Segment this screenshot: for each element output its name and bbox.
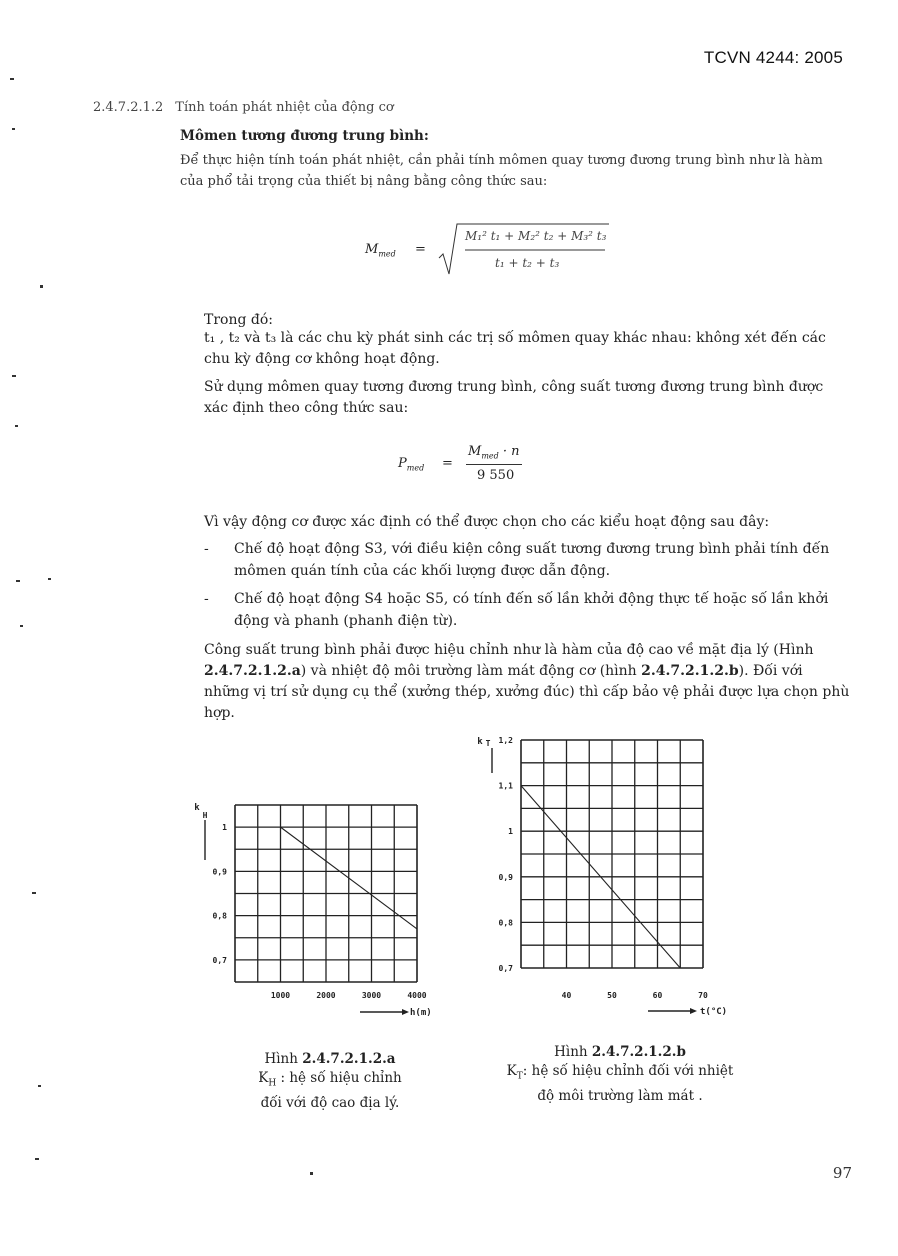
y-axis-label: k: [194, 803, 200, 813]
bullet-s3: [204, 538, 850, 582]
figure-a-title-prefix: Hình: [264, 1051, 303, 1067]
formula-mmed-equals: =: [415, 242, 426, 257]
pmed-num-rest: · n: [498, 444, 520, 459]
x-tick-label: 60: [652, 991, 663, 1000]
fraction-bar: [466, 464, 522, 465]
figure-b-k: K: [506, 1063, 517, 1079]
power-intro-paragraph: Sử dụng mômen quay tương đương trung bình, công suất tương đương trung bình được xác định theo công thức sau:: [204, 379, 824, 416]
figure-b-title-prefix: Hình: [554, 1044, 592, 1060]
figure-a-line1: [230, 1069, 430, 1094]
figure-a-line2: đối với độ cao địa lý.: [260, 1094, 400, 1111]
correction-paragraph: [204, 640, 850, 724]
x-tick-label: 50: [607, 991, 617, 1000]
y-tick-label: 0,7: [212, 955, 227, 965]
trong-do-label: Trong đó:: [204, 312, 273, 328]
formula-mmed-lhs: [365, 242, 396, 259]
bullet-dash: -: [204, 591, 209, 607]
subheading: Mômen tương đương trung bình:: [180, 128, 429, 144]
x-axis-label: t(°C): [700, 1007, 728, 1017]
x-tick-label: 3000: [361, 991, 382, 1000]
correction-text-a: Công suất trung bình phải được hiệu chỉnh như là hàm của độ cao về mặt địa lý (Hình: [204, 642, 814, 658]
figure-b-line1: [495, 1062, 745, 1087]
x-tick-label: 70: [698, 991, 708, 1000]
intro-paragraph: Để thực hiện tính toán phát nhiệt, cần phải tính mômen quay tương đương trung bình như là hàm của phổ tải trọng của thiết bị nâng bằng công thức sau:: [180, 153, 823, 189]
x-axis-label: h(m): [410, 1008, 432, 1018]
mmed-symbol: M: [365, 242, 379, 257]
formula-pmed-lhs: [398, 456, 424, 473]
section-number: 2.4.7.2.1.2: [93, 100, 164, 115]
x-tick-label: 40: [561, 991, 572, 1000]
scan-speck: [16, 580, 20, 582]
section-title: Tính toán phát nhiệt của động cơ: [175, 100, 394, 115]
bullet-s3-text: Chế độ hoạt động S3, với điều kiện công suất tương đương trung bình phải tính đến mômen quán tính của các khối lượng được dẫn động.: [234, 541, 830, 579]
y-tick-label: 0,9: [498, 872, 513, 882]
x-tick-label: 4000: [407, 991, 427, 1000]
scan-speck: [310, 1172, 313, 1175]
figure-a-title: [230, 1050, 430, 1069]
chart-altitude-correction: [180, 790, 465, 1025]
scan-speck: [48, 578, 51, 580]
correction-text-c: ). Đối với những vị trí sử dụng cụ thể (xưởng thép, xưởng đúc) thì cấp bảo vệ phải được lựa chọn phù hợp.: [204, 663, 850, 721]
mmed-subscript: med: [378, 249, 396, 259]
modes-intro-paragraph: Vì vậy động cơ được xác định có thể được chọn cho các kiểu hoạt động sau đây:: [204, 514, 770, 530]
scan-speck: [12, 128, 15, 130]
y-axis-label-sub: T: [485, 739, 491, 748]
scan-speck: [20, 625, 23, 627]
figure-a-caption: [230, 1050, 430, 1113]
section-heading: [93, 100, 394, 115]
figure-b-caption: [495, 1043, 745, 1106]
y-axis-label: k: [477, 737, 483, 747]
figure-b-line2: độ môi trường làm mát .: [537, 1087, 703, 1104]
correction-text-b: ) và nhiệt độ môi trường làm mát động cơ (hình: [300, 663, 642, 679]
x-tick-label: 2000: [316, 991, 336, 1000]
chart-temperature-correction: [468, 728, 758, 1023]
formula-mmed-denominator: t₁ + t₂ + t₃: [495, 256, 560, 270]
x-axis-arrowhead: [402, 1009, 409, 1015]
y-tick-label: 1,2: [498, 736, 513, 745]
y-tick-label: 0,8: [498, 918, 513, 928]
figure-b-title: [495, 1043, 745, 1062]
standard-header: TCVN 4244: 2005: [703, 48, 843, 67]
bullet-s4-text: Chế độ hoạt động S4 hoặc S5, có tính đến số lần khởi động thực tế hoặc số lần khởi động và phanh (phanh điện từ).: [234, 591, 829, 629]
scan-speck: [40, 285, 43, 288]
figure-b-ref: 2.4.7.2.1.2.b: [641, 663, 739, 679]
scan-speck: [35, 1158, 39, 1160]
bullet-s4-s5: [204, 588, 850, 632]
figure-a-title-number: 2.4.7.2.1.2.a: [302, 1051, 396, 1067]
y-tick-label: 1: [222, 823, 227, 833]
figure-a-k-sub: H: [268, 1078, 277, 1089]
y-tick-label: 0,9: [212, 867, 227, 877]
figure-b-line1-rest: : hệ số hiệu chỉnh đối với nhiệt: [522, 1063, 734, 1079]
y-tick-label: 1: [508, 827, 513, 837]
y-tick-label: 0,7: [498, 964, 513, 973]
pmed-subscript: med: [406, 463, 425, 473]
figure-a-ref: 2.4.7.2.1.2.a: [204, 663, 301, 679]
page-number: 97: [832, 1164, 852, 1182]
pmed-num-symbol: M: [468, 444, 482, 459]
scan-speck: [38, 1085, 41, 1087]
formula-pmed: [398, 442, 538, 488]
formula-pmed-denominator: 9 550: [477, 468, 515, 483]
pmed-symbol: P: [398, 456, 407, 471]
bullet-dash: -: [204, 541, 209, 557]
y-axis-label-sub: H: [202, 811, 208, 820]
scan-speck: [15, 425, 18, 427]
x-tick-label: 1000: [270, 991, 291, 1000]
figure-b-k-sub: T: [516, 1071, 523, 1082]
formula-pmed-equals: =: [442, 456, 453, 471]
formula-mmed-numerator: M₁² t₁ + M₂² t₂ + M₃² t₃: [465, 229, 607, 243]
y-tick-label: 1,1: [498, 781, 513, 791]
scan-speck: [10, 78, 14, 80]
scan-speck: [12, 375, 16, 377]
scan-speck: [32, 892, 36, 894]
figure-a-line1-rest: : hệ số hiệu chỉnh: [276, 1070, 402, 1086]
pmed-num-subscript: med: [481, 451, 499, 461]
x-axis-arrowhead: [690, 1008, 697, 1014]
figure-a-k: K: [258, 1070, 269, 1086]
formula-pmed-numerator: [468, 444, 520, 461]
figure-b-title-number: 2.4.7.2.1.2.b: [591, 1044, 686, 1060]
formula-mmed: [365, 220, 615, 280]
y-tick-label: 0,8: [212, 911, 227, 921]
periods-paragraph: t₁ , t₂ và t₃ là các chu kỳ phát sinh các trị số mômen quay khác nhau: không xét đến các chu kỳ động cơ không hoạt động.: [204, 330, 826, 367]
